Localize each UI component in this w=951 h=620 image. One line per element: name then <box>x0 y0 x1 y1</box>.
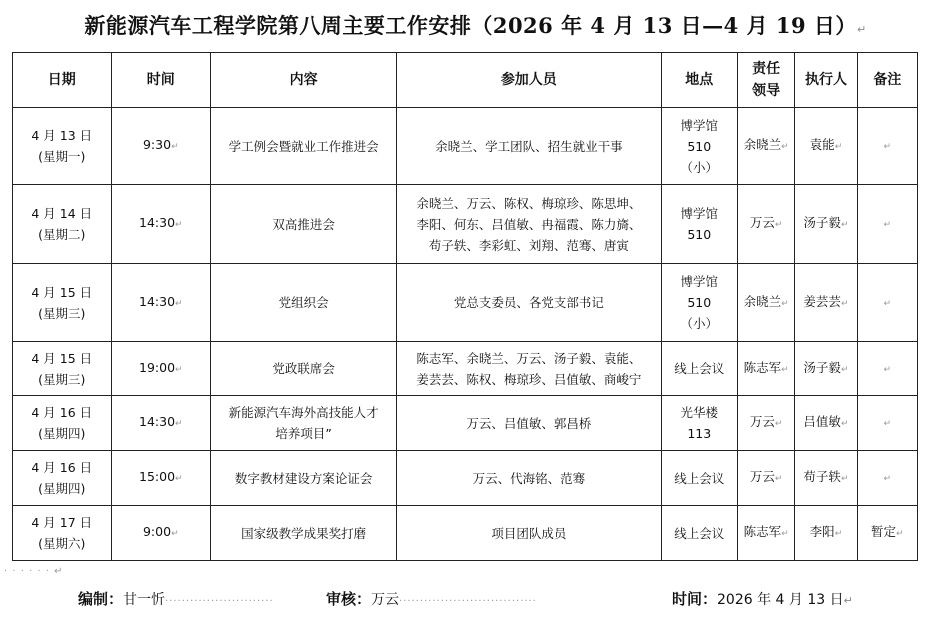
header-label: 时间 <box>146 72 175 88</box>
leader-cell <box>737 108 794 185</box>
attendees-cell <box>397 396 661 451</box>
leader-cell <box>737 451 794 506</box>
note-cell <box>857 108 917 185</box>
leader-cell <box>737 396 794 451</box>
cell-end-mark-icon: ↵ <box>175 298 183 309</box>
time-value: 9:00 <box>142 524 172 539</box>
table-row <box>13 185 918 264</box>
cell-end-mark-icon: ↵ <box>896 529 904 539</box>
leader-value: 万云 <box>749 215 775 230</box>
date-line: (星期三) <box>38 305 86 321</box>
content-line: 党组织会 <box>278 295 329 310</box>
content-cell <box>211 396 397 451</box>
executor-cell <box>795 108 857 185</box>
cell-end-mark-icon: ↵ <box>774 474 783 484</box>
content-line: 培养项目” <box>275 426 332 441</box>
executor-cell <box>795 451 857 506</box>
location-line: （小） <box>680 159 719 175</box>
leader-dots: ·························· <box>165 596 274 607</box>
note-cell <box>857 396 917 451</box>
attendees-cell <box>397 506 661 561</box>
location-line: 510 <box>687 295 712 310</box>
time-cell <box>111 185 211 264</box>
content-cell <box>211 506 397 561</box>
executor-cell <box>795 342 857 396</box>
date-line: (星期六) <box>38 536 86 551</box>
location-cell <box>661 342 737 396</box>
time-cell <box>111 506 211 561</box>
cell-end-mark-icon: ↵ <box>840 419 849 429</box>
cell-end-mark-icon: ↵ <box>840 474 849 484</box>
cell-end-mark-icon: ↵ <box>834 142 843 152</box>
cell-end-mark-icon: ↵ <box>883 364 892 375</box>
attendees-line: 党总支委员、各党支部书记 <box>453 295 604 310</box>
footer-reviewer <box>326 588 537 609</box>
content-cell <box>211 264 397 342</box>
date-line: (星期三) <box>38 371 86 387</box>
header-label: 地点 <box>685 72 714 88</box>
time-cell <box>111 396 211 451</box>
executor-cell <box>795 264 857 342</box>
cell-end-mark-icon: ↵ <box>774 419 783 429</box>
attendees-cell <box>397 185 661 264</box>
header-time <box>111 53 211 108</box>
location-line: 博学馆 <box>680 274 719 289</box>
location-line: 线上会议 <box>674 361 725 376</box>
header-note <box>857 53 917 108</box>
header-executor <box>795 53 857 108</box>
content-line: 党政联席会 <box>272 361 335 376</box>
time-value: 2026 年 4 月 13 日 <box>717 592 844 608</box>
location-line: 113 <box>687 426 712 441</box>
location-cell <box>661 451 737 506</box>
header-location <box>661 53 737 108</box>
cell-end-mark-icon: ↵ <box>774 220 783 230</box>
time-cell <box>111 342 211 396</box>
cell-end-mark-icon: ↵ <box>175 419 183 429</box>
cell-end-mark-icon: ↵ <box>175 364 183 375</box>
cell-end-mark-icon: ↵ <box>175 220 183 230</box>
cell-end-mark-icon: ↵ <box>781 529 789 539</box>
location-line: 博学馆 <box>680 206 719 221</box>
date-cell <box>13 264 112 342</box>
date-line: 4 月 15 日 <box>31 350 93 366</box>
time-cell <box>111 451 211 506</box>
date-cell <box>13 396 112 451</box>
table-row <box>13 342 918 396</box>
time-value: 14:30 <box>139 215 176 230</box>
time-value: 14:30 <box>139 414 176 429</box>
date-line: (星期四) <box>38 481 86 496</box>
location-cell <box>661 185 737 264</box>
header-label: 责任领导 <box>752 61 781 99</box>
content-line: 数字教材建设方案论证会 <box>234 470 373 486</box>
executor-value: 汤子毅 <box>803 215 841 230</box>
cell-end-mark-icon: ↵ <box>883 142 892 152</box>
leader-cell <box>737 506 794 561</box>
cell-end-mark-icon: ↵ <box>781 298 789 309</box>
cell-end-mark-icon: ↵ <box>840 220 849 230</box>
date-line: 4 月 13 日 <box>31 128 93 143</box>
time-value: 15:00 <box>139 469 176 484</box>
schedule-table <box>12 52 918 561</box>
header-label: 日期 <box>47 72 76 88</box>
leader-cell <box>737 342 794 396</box>
header-attendees <box>397 53 661 108</box>
cell-end-mark-icon: ↵ <box>171 142 179 152</box>
cell-end-mark-icon: ↵ <box>883 419 892 429</box>
location-cell <box>661 506 737 561</box>
location-cell <box>661 396 737 451</box>
attendees-cell <box>397 342 661 396</box>
cell-end-mark-icon: ↵ <box>883 474 892 484</box>
attendees-line: 万云、吕值敏、郭昌桥 <box>466 415 592 431</box>
header-date <box>13 53 112 108</box>
executor-value: 吕值敏 <box>803 414 841 429</box>
location-line: 光华楼 <box>680 405 719 420</box>
cell-end-mark-icon: ↵ <box>883 298 892 309</box>
time-cell <box>111 264 211 342</box>
cell-end-mark-icon: ↵ <box>781 364 789 375</box>
location-cell <box>661 264 737 342</box>
executor-value: 苟子轶 <box>803 469 841 484</box>
leader-value: 陈志军 <box>743 359 782 375</box>
leader-dots: ································· <box>399 596 537 607</box>
executor-value: 袁能 <box>809 137 835 152</box>
cell-end-mark-icon: ↵ <box>834 529 843 539</box>
executor-value: 李阳 <box>809 524 835 539</box>
table-row <box>13 396 918 451</box>
note-cell <box>857 451 917 506</box>
date-line: 4 月 16 日 <box>31 460 93 475</box>
leader-cell <box>737 264 794 342</box>
cell-end-mark-icon: ↵ <box>840 364 849 375</box>
note-cell <box>857 264 917 342</box>
table-row <box>13 451 918 506</box>
paragraph-marks: · · · · · · ↵ <box>4 566 64 577</box>
attendees-cell <box>397 451 661 506</box>
content-cell <box>211 342 397 396</box>
date-cell <box>13 342 112 396</box>
header-label: 参加人员 <box>500 72 557 88</box>
content-line: 新能源汽车海外高技能人才 <box>228 405 379 420</box>
header-label: 执行人 <box>804 72 847 88</box>
attendees-line: 万云、代海铭、范骞 <box>472 470 586 486</box>
attendees-cell <box>397 108 661 185</box>
leader-value: 余晓兰 <box>743 137 782 152</box>
leader-value: 万云 <box>749 469 775 484</box>
location-line: 线上会议 <box>674 470 725 486</box>
attendees-line: 姜芸芸、陈权、梅琼珍、吕值敏、商峻宁 <box>416 371 642 387</box>
cell-end-mark-icon: ↵ <box>175 474 183 484</box>
date-line: (星期一) <box>38 149 86 164</box>
attendees-line: 李阳、何东、吕值敏、冉福霞、陈力旖、 <box>416 216 642 232</box>
time-cell <box>111 108 211 185</box>
footer-compiler <box>78 588 274 609</box>
date-line: 4 月 17 日 <box>31 515 93 530</box>
location-line: 510 <box>687 138 712 154</box>
attendees-line: 苟子轶、李彩虹、刘翔、范骞、唐寅 <box>428 237 629 253</box>
time-label: 时间： <box>672 590 718 608</box>
executor-cell <box>795 185 857 264</box>
date-line: (星期二) <box>38 227 86 242</box>
note-cell <box>857 342 917 396</box>
table-header-row <box>13 53 918 108</box>
leader-value: 余晓兰 <box>743 293 782 309</box>
content-cell <box>211 108 397 185</box>
paragraph-mark-icon: ↵ <box>856 23 867 36</box>
table-row <box>13 264 918 342</box>
leader-value: 陈志军 <box>743 524 782 539</box>
date-line: 4 月 16 日 <box>31 405 93 420</box>
attendees-line: 项目团队成员 <box>491 525 567 541</box>
note-cell <box>857 185 917 264</box>
content-line: 国家级教学成果奖打磨 <box>241 525 367 541</box>
attendees-cell <box>397 264 661 342</box>
compiler-value: 甘一忻 <box>123 592 166 608</box>
executor-cell <box>795 396 857 451</box>
footer-time <box>672 588 853 609</box>
attendees-line: 余晓兰、万云、陈权、梅琼珍、陈思坤、 <box>416 195 642 211</box>
content-line: 学工例会暨就业工作推进会 <box>228 138 379 154</box>
content-cell <box>211 451 397 506</box>
reviewer-value: 万云 <box>371 592 400 608</box>
location-cell <box>661 108 737 185</box>
title-text: 新能源汽车工程学院第八周主要工作安排（2026 年 4 月 13 日—4 月 19 日） <box>84 13 857 38</box>
time-value: 19:00 <box>139 359 176 375</box>
date-cell <box>13 451 112 506</box>
date-line: (星期四) <box>38 426 86 441</box>
executor-value: 姜芸芸 <box>803 293 841 309</box>
location-line: （小） <box>680 316 719 331</box>
document-title <box>0 10 951 40</box>
location-line: 博学馆 <box>680 117 719 133</box>
table-row <box>13 108 918 185</box>
table-row <box>13 506 918 561</box>
date-cell <box>13 185 112 264</box>
header-leader <box>737 53 794 108</box>
note-value: 暂定 <box>871 524 897 539</box>
executor-value: 汤子毅 <box>803 359 841 375</box>
date-cell <box>13 506 112 561</box>
reviewer-label: 审核： <box>326 590 372 608</box>
cell-end-mark-icon: ↵ <box>883 220 892 230</box>
header-content <box>211 53 397 108</box>
cell-end-mark-icon: ↵ <box>171 529 179 539</box>
cell-end-mark-icon: ↵ <box>840 298 849 309</box>
note-cell <box>857 506 917 561</box>
date-line: 4 月 14 日 <box>31 206 93 221</box>
time-value: 14:30 <box>139 293 176 309</box>
time-value: 9:30 <box>142 137 172 152</box>
leader-value: 万云 <box>749 414 775 429</box>
content-cell <box>211 185 397 264</box>
location-line: 线上会议 <box>674 525 725 541</box>
header-label: 备注 <box>873 72 902 88</box>
location-line: 510 <box>687 227 712 242</box>
content-line: 双高推进会 <box>272 216 335 232</box>
header-label: 内容 <box>289 72 318 88</box>
executor-cell <box>795 506 857 561</box>
cell-end-mark-icon: ↵ <box>781 142 789 152</box>
leader-cell <box>737 185 794 264</box>
paragraph-mark-icon: ↵ <box>843 594 853 607</box>
attendees-line: 陈志军、余晓兰、万云、汤子毅、袁能、 <box>416 350 642 366</box>
compiler-label: 编制： <box>78 590 124 608</box>
date-cell <box>13 108 112 185</box>
date-line: 4 月 15 日 <box>31 284 93 300</box>
attendees-line: 余晓兰、学工团队、招生就业干事 <box>435 138 623 154</box>
